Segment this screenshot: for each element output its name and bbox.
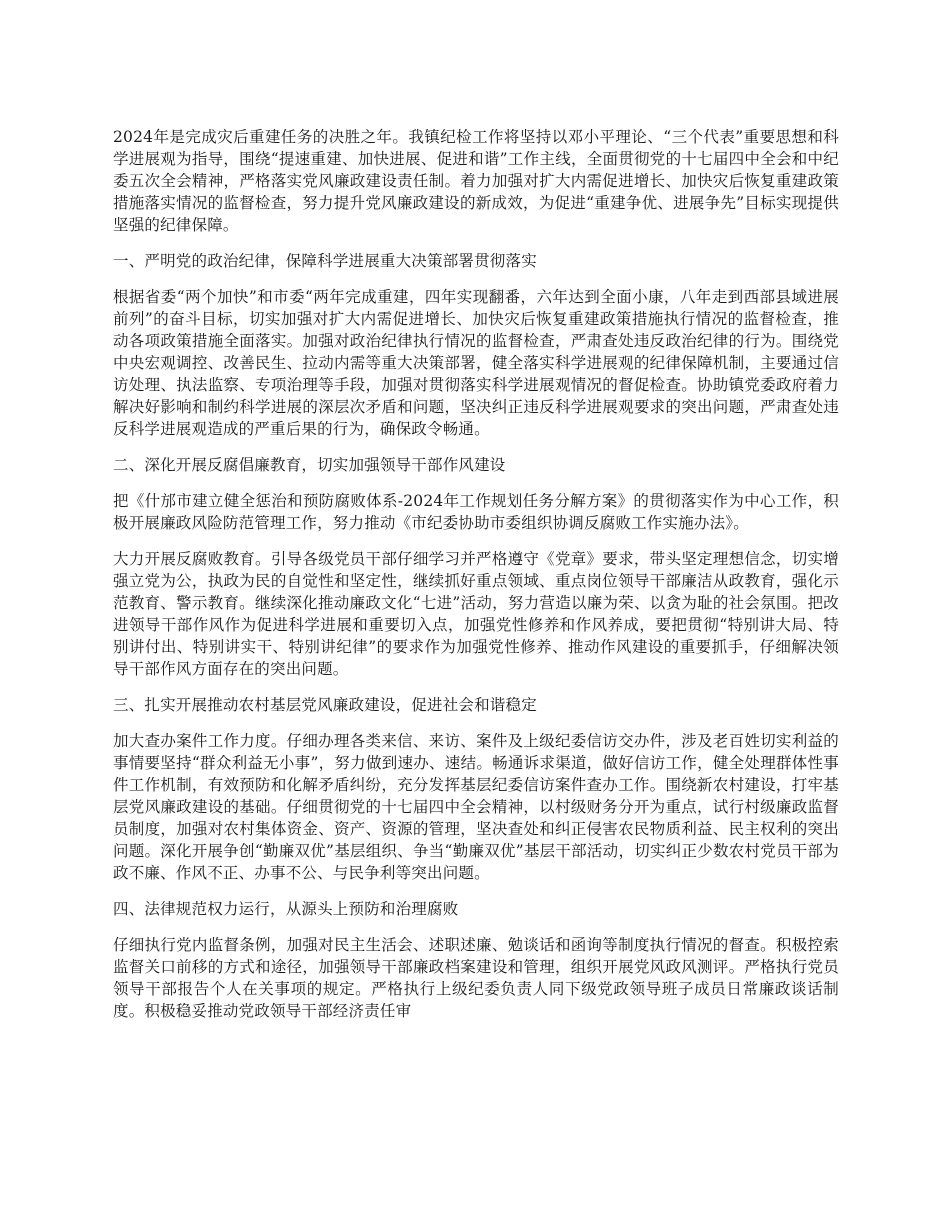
section-1-heading: 一、严明党的政治纪律，保障科学进展重大决策部署贯彻落实 bbox=[113, 252, 537, 270]
section-2-heading: 二、深化开展反腐倡廉教育，切实加强领导干部作风建设 bbox=[113, 456, 506, 474]
section-3-paragraph: 加大查办案件工作力度。仔细办理各类来信、来访、案件及上级纪委信访交办件，涉及老百姓切实利益的事情要坚持“群众利益无小事”，努力做到速办、速结。畅通诉求渠道，做好信访工作，健全处理群体性事件工作机制，有效预防和化解矛盾纠纷，充分发挥基层纪委信访案件查办工作。围绕新农村建设，打牢基层党风廉政建设的基础。仔细贯彻党的十七届四中全会精神，以村级财务分开为重点，试行村级廉政监督员制度，加强对农村集体资金、资产、资源的管理，坚决查处和纠正侵害农民物质利益、民主权利的突出问题。深化开展争创“勤廉双优”基层组织、争当“勤廉双优”基层干部活动，切实纠正少数农村党员干部为政不廉、作风不正、办事不公、与民争利等突出问题。 bbox=[113, 732, 839, 882]
section-4-paragraph: 仔细执行党内监督条例，加强对民主生活会、述职述廉、勉谈话和函询等制度执行情况的督查。积极控索监督关口前移的方式和途径，加强领导干部廉政档案建设和管理，组织开展党风政风测评。严格执行党员领导干部报告个人在关事项的规定。严格执行上级纪委负责人同下级党政领导班子成员日常廉政谈话制度。积极稳妥推动党政领导干部经济责任审 bbox=[113, 936, 839, 1020]
document-page bbox=[113, 126, 839, 1036]
section-2-paragraph-1: 把《什邡市建立健全惩治和预防腐败体系-2024年工作规划任务分解方案》的贯彻落实作为中心工作，积极开展廉政风险防范管理工作，努力推动《市纪委协助市委组织协调反腐败工作实施办法》。 bbox=[113, 492, 839, 532]
section-1-paragraph: 根据省委“两个加快”和市委“两年完成重建，四年实现翻番，六年达到全面小康，八年走到西部县域进展前列”的奋斗目标，切实加强对扩大内需促进增长、加快灾后恢复重建政策措施执行情况的监督检查，推动各项政策措施全面落实。加强对政治纪律执行情况的监督检查，严肃查处违反政治纪律的行为。围绕党中央宏观调控、改善民生、拉动内需等重大决策部署，健全落实科学进展观的纪律保障机制，主要通过信访处理、执法监察、专项治理等手段，加强对贯彻落实科学进展观情况的督促检查。协助镇党委政府着力解决好影响和制约科学进展的深层次矛盾和问题，坚决纠正违反科学进展观要求的突出问题，严肃查处违反科学进展观造成的严重后果的行为，确保政令畅通。 bbox=[113, 288, 839, 438]
section-4-heading: 四、法律规范权力运行，从源头上预防和治理腐败 bbox=[113, 900, 459, 918]
section-2-paragraph-2: 大力开展反腐败教育。引导各级党员干部仔细学习并严格遵守《党章》要求，带头坚定理想信念，切实增强立党为公，执政为民的自觉性和坚定性，继续抓好重点领域、重点岗位领导干部廉洁从政教育，强化示范教育、警示教育。继续深化推动廉政文化“七进”活动，努力营造以廉为荣、以贪为耻的社会氛围。把改进领导干部作风作为促进科学进展和重要切入点，加强党性修养和作风养成，要把贯彻“特别讲大局、特别讲付出、特别讲实干、特别讲纪律”的要求作为加强党性修养、推动作风建设的重要抓手，仔细解决领导干部作风方面存在的突出问题。 bbox=[113, 550, 839, 678]
section-3-heading: 三、扎实开展推动农村基层党风廉政建设，促进社会和谐稳定 bbox=[113, 696, 537, 714]
intro-paragraph: 2024年是完成灾后重建任务的决胜之年。我镇纪检工作将坚持以邓小平理论、“三个代表”重要思想和科学进展观为指导，围绕“提速重建、加快进展、促进和谐”工作主线，全面贯彻党的十七届四中全会和中纪委五次全会精神，严格落实党风廉政建设责任制。着力加强对扩大内需促进增长、加快灾后恢复重建政策措施落实情况的监督检查，努力提升党风廉政建设的新成效，为促进“重建争优、进展争先”目标实现提供坚强的纪律保障。 bbox=[113, 128, 839, 234]
